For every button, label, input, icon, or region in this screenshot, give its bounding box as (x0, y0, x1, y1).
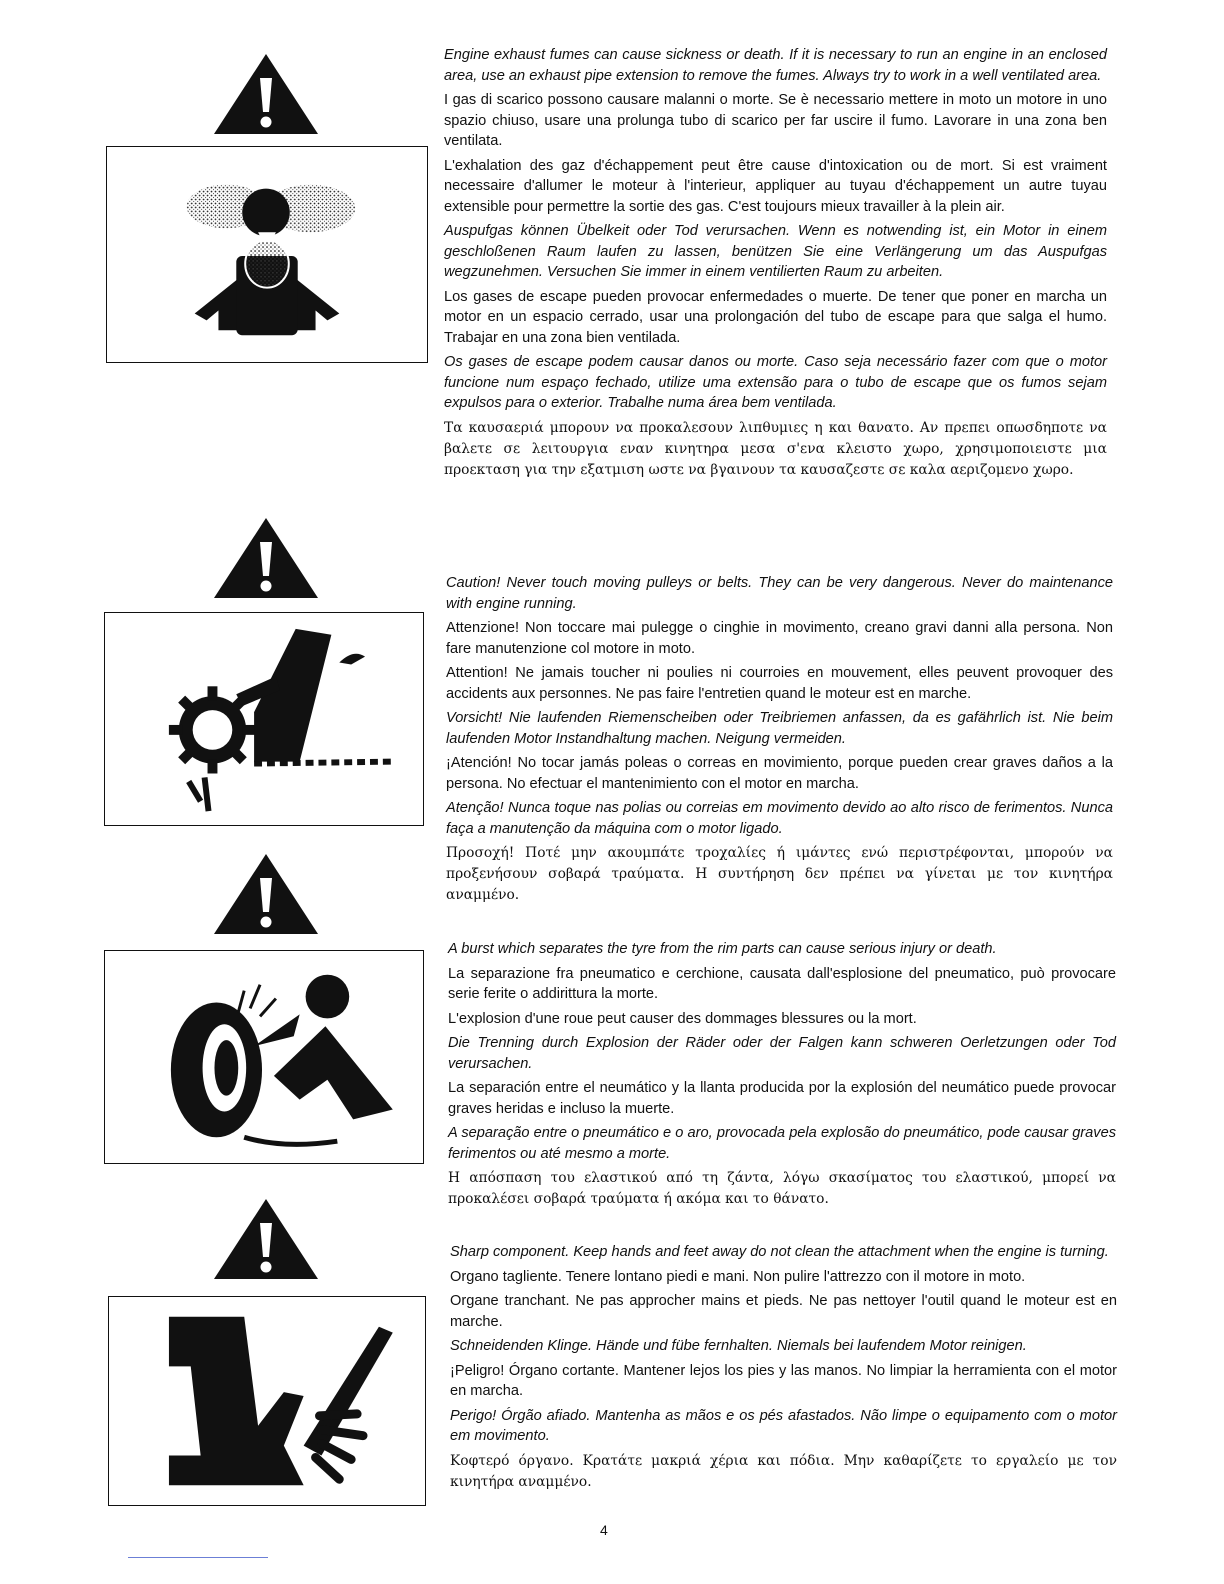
paragraph-fr: Organe tranchant. Ne pas approcher mains et pieds. Ne pas nettoyer l'outil quand le moteur est en marche. (450, 1293, 1117, 1330)
paragraph-en: Caution! Never touch moving pulleys or belts. They can be very dangerous. Never do maintenance with engine running. (446, 575, 1113, 612)
paragraph-es: ¡Atención! No tocar jamás poleas o correas en movimiento, porque pueden crear graves daños a la persona. No efectuar el mantenimiento con el motor en marcha. (446, 755, 1113, 792)
tyre-burst-pictogram (104, 950, 424, 1164)
paragraph-it: Organo tagliente. Tenere lontano piedi e mani. Non pulire l'attrezzo con il motore in moto. (450, 1268, 1026, 1285)
hand-blade-icon (109, 1297, 425, 1505)
warning-triangle-icon (212, 516, 320, 600)
paragraph-pt: Atenção! Nunca toque nas polias ou correias em movimento devido ao alto risco de ferimentos. Nunca faça a manutenção da máquina com o motor ligado. (446, 800, 1113, 837)
paragraph-en: Sharp component. Keep hands and feet away do not clean the attachment when the engine is turning. (450, 1244, 1109, 1260)
paragraph-de: Die Trenning durch Explosion der Räder oder der Falgen kann schweren Oerletzungen oder Tod verursachen. (448, 1035, 1116, 1072)
paragraph-pt: A separação entre o pneumático e o aro, provocada pela explosão do pneumático, pode causar graves ferimentos ou até mesmo a morte. (448, 1125, 1116, 1162)
toxic-fumes-icon (107, 147, 427, 362)
paragraph-de: Schneidenden Klinge. Hände und fübe fernhalten. Niemals bei laufendem Motor reinigen. (450, 1338, 1027, 1354)
tyre-warning-text (448, 939, 1116, 1214)
paragraph-es: La separación entre el neumático y la llanta producida por la explosión del neumático puede provocar graves heridas e incluso la muerte. (448, 1080, 1116, 1117)
tyre-explosion-icon (105, 951, 423, 1163)
paragraph-fr: L'explosion d'une roue peut causer des dommages blessures ou la mort. (448, 1010, 917, 1027)
paragraph-fr: L'exhalation des gaz d'échappement peut être cause d'intoxication ou de mort. Si est vraiment necessaire d'allumer le moteur à l'interieur, appliquer au tuyau d'échappement un autre tuyau extensible pour permettre la sortie des gas. C'est toujours mieux travailler à la plein air. (444, 157, 1107, 215)
exhaust-warning-text (444, 45, 1107, 485)
paragraph-el: Η απόσπαση του ελαστικού από τη ζάντα, λόγω σκασίματος του ελαστικού, μπορεί να προκαλέσει σοβαρά τραύματα ή ακόμα και το θάνατο. (448, 1170, 1116, 1207)
paragraph-it: I gas di scarico possono causare malanni o morte. Se è necessario mettere in moto un motore in uno spazio chiuso, usare una prolunga tubo di scarico per far uscire il fumo. Lavorare in una zona ben ventilata. (444, 92, 1107, 149)
warning-triangle-icon (212, 1197, 320, 1281)
paragraph-en: A burst which separates the tyre from the rim parts can cause serious injury or death. (448, 941, 997, 957)
sharp-warning-text (450, 1242, 1117, 1497)
paragraph-pt: Os gases de escape podem causar danos ou morte. Caso seja necessário fazer com que o motor funcione num espaço fechado, utilize uma extensão para o tubo de escape que os fumos sejam expulsos para o exterior. Trabalhe numa área bem ventilada. (444, 354, 1107, 411)
sharp-component-pictogram (108, 1296, 426, 1506)
warning-triangle-icon (212, 852, 320, 936)
paragraph-es: Los gases de escape pueden provocar enfermedades o muerte. De tener que poner en marcha un motor en un espacio cerrado, usar una prolongación del tubo de escape para que salga el humo. Trabajar en una zona bien ventilada. (444, 288, 1107, 346)
paragraph-el: Κοφτερό όργανο. Κρατάτε μακριά χέρια και πόδια. Μην καθαρίζετε το εργαλείο με τον κινητήρα αναμμένο. (450, 1452, 1117, 1490)
paragraph-pt: Perigo! Órgão afiado. Mantenha as mãos e os pés afastados. Não limpe o equipamento com o motor em movimento. (450, 1407, 1117, 1444)
pulley-hand-icon (105, 613, 423, 825)
paragraph-de: Vorsicht! Nie laufenden Riemenscheiben oder Treibriemen anfassen, da es gafährlich ist. Nie beim laufenden Motor Instandhaltung machen. Neigung vermeiden. (446, 710, 1113, 747)
footer-rule (128, 1557, 268, 1558)
warning-triangle-icon (212, 52, 320, 136)
paragraph-el: Προσοχή! Ποτέ μην ακουμπάτε τροχαλίες ή ιμάντες ενώ περιστρέφονται, μπορούν να προξενήσουν σοβαρά τραύματα. Η συντήρηση δεν πρέπει να γίνεται με τον κινητήρα αναμμένο. (446, 845, 1113, 903)
paragraph-it: La separazione fra pneumatico e cerchione, causata dall'esplosione del pneumatico, può provocare serie ferite o addirittura la morte. (448, 965, 1116, 1002)
pulley-warning-text (446, 573, 1113, 910)
page-number: 4 (600, 1522, 608, 1538)
paragraph-it: Attenzione! Non toccare mai pulegge o cinghie in movimento, creano gravi danni alla persona. Non fare manutenzione col motore in moto. (446, 620, 1113, 657)
paragraph-en: Engine exhaust fumes can cause sickness or death. If it is necessary to run an engine in an enclosed area, use an exhaust pipe extension to remove the fumes. Always try to work in a well ventilated area. (444, 47, 1107, 84)
paragraph-de: Auspufgas können Übelkeit oder Tod verursachen. Wenn es notwending ist, ein Motor in einem geschloßenen Raum laufen zu lassen, benützen Sie eine Verlängerung um das Auspufgas wegzunehmen. Versuchen Sie immer in einem ventilierten Raum zu arbeiten. (444, 223, 1107, 280)
paragraph-fr: Attention! Ne jamais toucher ni poulies ni courroies en mouvement, elles peuvent provoquer des accidents aux personnes. Ne pas faire l'entretien quand le moteur est en marche. (446, 665, 1113, 702)
paragraph-es: ¡Peligro! Órgano cortante. Mantener lejos los pies y las manos. No limpiar la herramienta con el motor en marcha. (450, 1362, 1117, 1399)
moving-pulley-pictogram (104, 612, 424, 826)
exhaust-fumes-pictogram (106, 146, 428, 363)
paragraph-el: Τα καυσαεριά μπορουν να προκαλεσουν λιπθυμιες η και θανατο. Αν πρεπει οπωσδηποτε να βαλετε σε λειτουργια εναν κινητηρα μεσα σ'ενα κλειστο χωρο, χρησιμοποιειστε μια προεκταση για την εξατμιση ωστε να βγαινουν τα καυσαζεστε σε καλα αεριζομενο χωρο. (444, 419, 1107, 478)
